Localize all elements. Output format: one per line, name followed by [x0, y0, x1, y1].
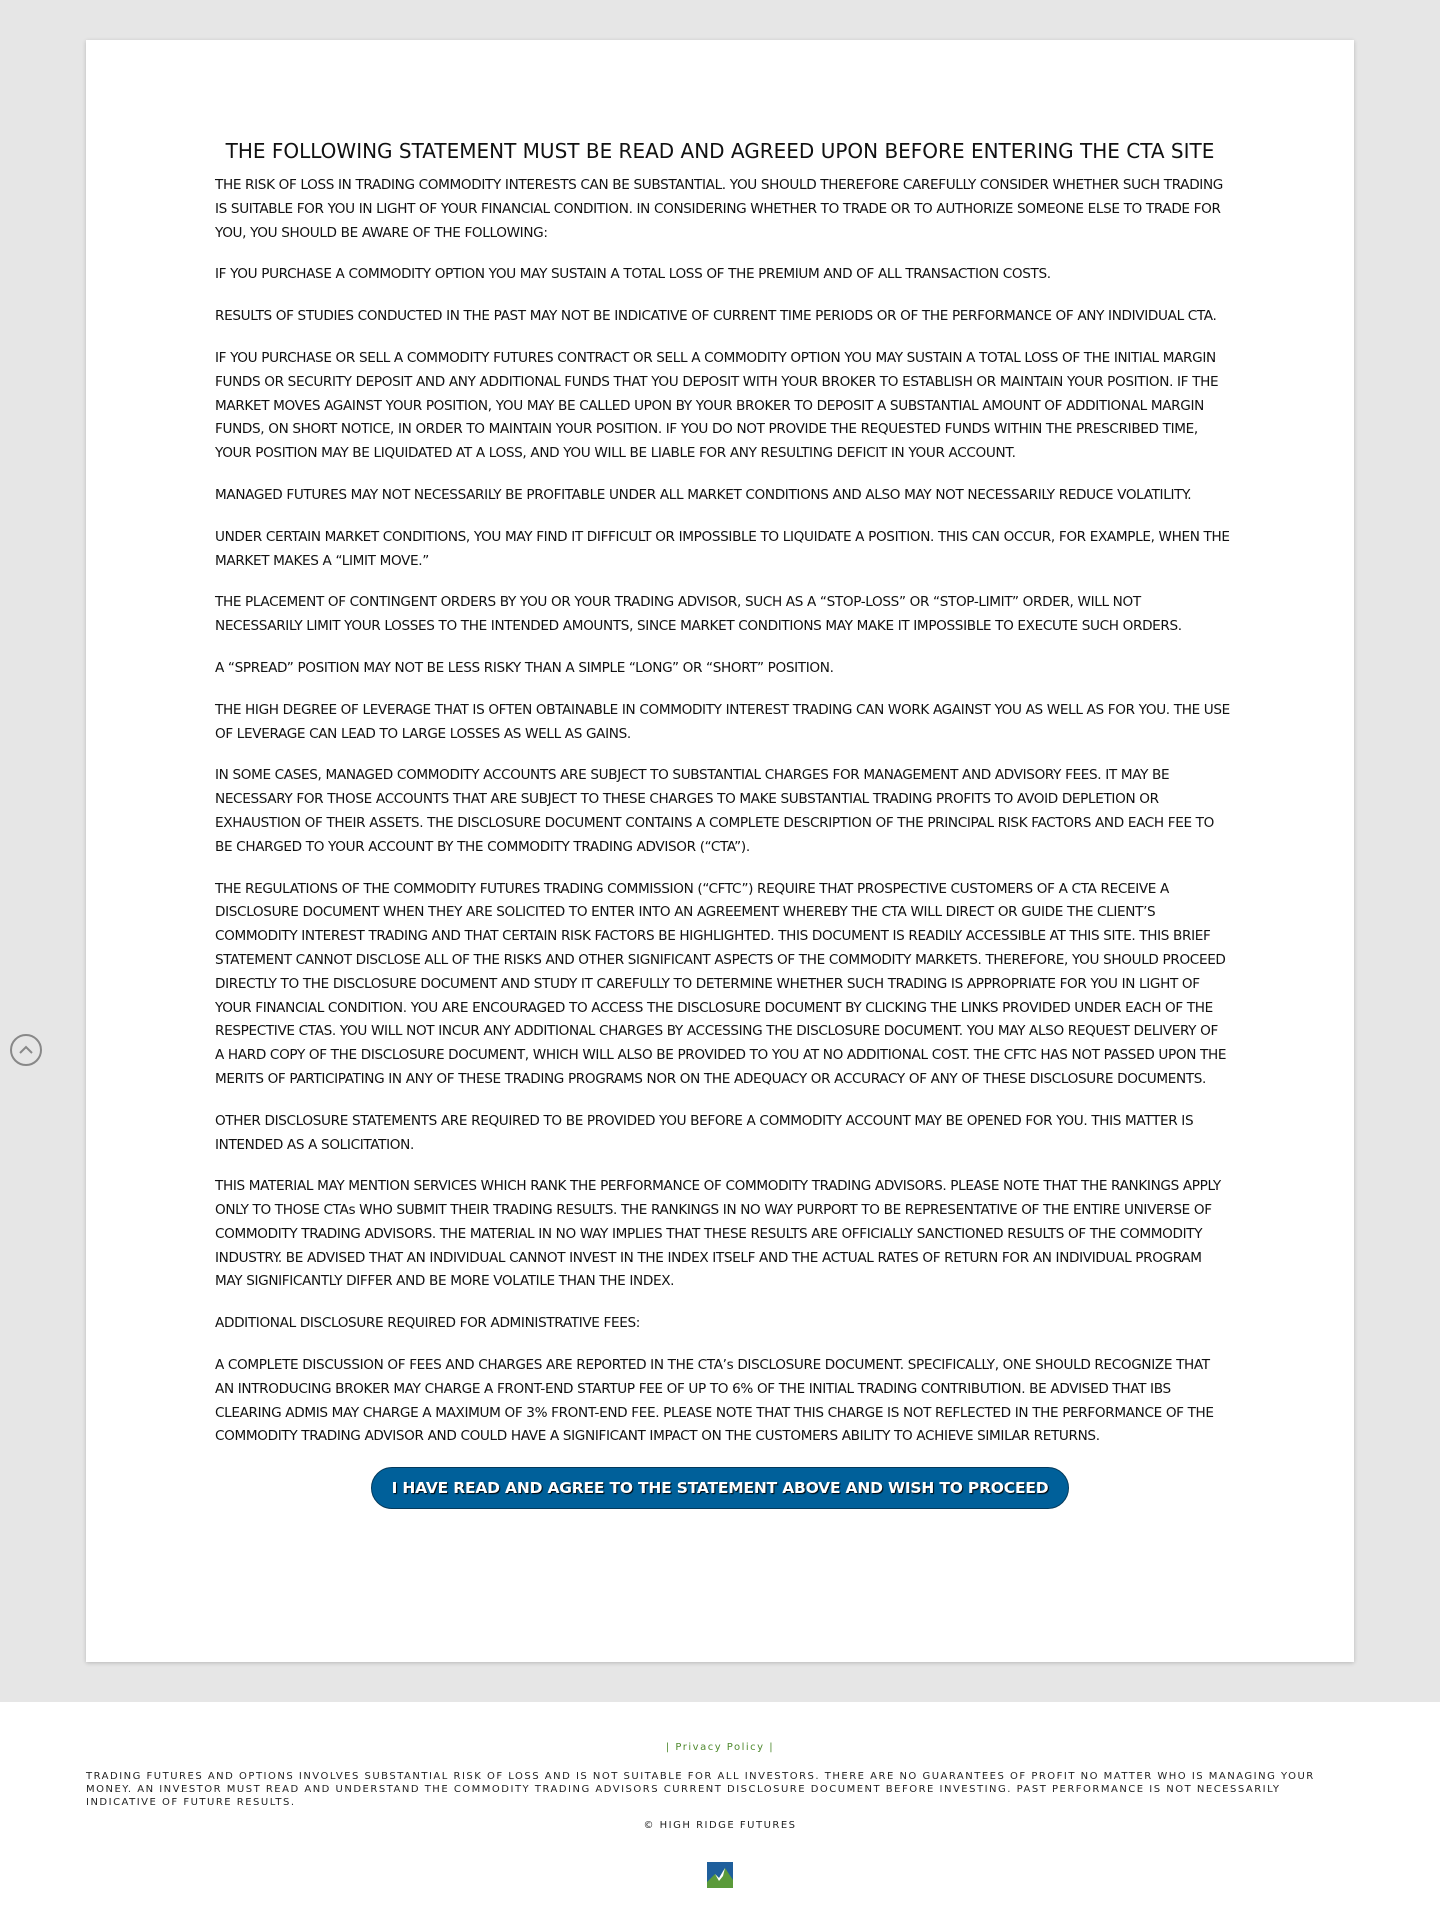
statement-paragraph: MANAGED FUTURES MAY NOT NECESSARILY BE PROFITABLE UNDER ALL MARKET CONDITIONS AND ALSO MAY NOT NECESSARILY REDUCE VOLATILITY.	[215, 486, 1192, 503]
footer	[0, 1702, 1440, 1906]
statement-paragraph: ADDITIONAL DISCLOSURE REQUIRED FOR ADMINISTRATIVE FEES:	[215, 1315, 640, 1332]
statement-paragraph: RESULTS OF STUDIES CONDUCTED IN THE PAST MAY NOT BE INDICATIVE OF CURRENT TIME PERIODS OR OF THE PERFORMANCE OF ANY INDIVIDUAL CTA.	[215, 308, 1217, 325]
page-title: THE FOLLOWING STATEMENT MUST BE READ AND AGREED UPON BEFORE ENTERING THE CTA SITE	[225, 139, 1215, 163]
statement-paragraph: A “SPREAD” POSITION MAY NOT BE LESS RISKY THAN A SIMPLE “LONG” OR “SHORT” POSITION.	[215, 659, 834, 676]
statement-paragraph: UNDER CERTAIN MARKET CONDITIONS, YOU MAY FIND IT DIFFICULT OR IMPOSSIBLE TO LIQUIDATE A POSITION. THIS CAN OCCUR, FOR EXAMPLE, WHEN THE MARKET MAKES A “LIMIT MOVE.”	[215, 528, 1230, 569]
copyright: © HIGH RIDGE FUTURES	[643, 1820, 797, 1831]
statement-paragraph: OTHER DISCLOSURE STATEMENTS ARE REQUIRED TO BE PROVIDED YOU BEFORE A COMMODITY ACCOUNT MAY BE OPENED FOR YOU. THIS MATTER IS INTENDED AS A SOLICITATION.	[215, 1112, 1194, 1153]
footer-disclaimer: TRADING FUTURES AND OPTIONS INVOLVES SUBSTANTIAL RISK OF LOSS AND IS NOT SUITABLE FOR ALL INVESTORS. THERE ARE NO GUARANTEES OF PROFIT NO MATTER WHO IS MANAGING YOUR MONEY. AN INVESTOR MUST READ AND UNDERSTAND THE COMMODITY TRADING ADVISORS CURRENT DISCLOSURE DOCUMENT BEFORE INVESTING. PAST PERFORMANCE IS NOT NECESSARILY INDICATIVE OF FUTURE RESULTS.	[86, 1771, 1315, 1808]
agree-proceed-button[interactable]: I HAVE READ AND AGREE TO THE STATEMENT ABOVE AND WISH TO PROCEED	[371, 1467, 1070, 1509]
statement-paragraph: IF YOU PURCHASE OR SELL A COMMODITY FUTURES CONTRACT OR SELL A COMMODITY OPTION YOU MAY SUSTAIN A TOTAL LOSS OF THE INITIAL MARGIN FUNDS OR SECURITY DEPOSIT AND ANY ADDITIONAL FUNDS THAT YOU DEPOSIT WITH YOUR BROKER TO ESTABLISH OR MAINTAIN YOUR POSITION. IF THE MARKET MOVES AGAINST YOUR POSITION, YOU MAY BE CALLED UPON BY YOUR BROKER TO DEPOSIT A SUBSTANTIAL AMOUNT OF ADDITIONAL MARGIN FUNDS, ON SHORT NOTICE, IN ORDER TO MAINTAIN YOUR POSITION. IF YOU DO NOT PROVIDE THE REQUESTED FUNDS WITHIN THE PRESCRIBED TIME, YOUR POSITION MAY BE LIQUIDATED AT A LOSS, AND YOU WILL BE LIABLE FOR ANY RESULTING DEFICIT IN YOUR ACCOUNT.	[215, 349, 1219, 462]
statement-paragraph: THE HIGH DEGREE OF LEVERAGE THAT IS OFTEN OBTAINABLE IN COMMODITY INTEREST TRADING CAN WORK AGAINST YOU AS WELL AS FOR YOU. THE USE OF LEVERAGE CAN LEAD TO LARGE LOSSES AS WELL AS GAINS.	[215, 701, 1230, 742]
statement-paragraph: A COMPLETE DISCUSSION OF FEES AND CHARGES ARE REPORTED IN THE CTA’s DISCLOSURE DOCUMENT. SPECIFICALLY, ONE SHOULD RECOGNIZE THAT AN INTRODUCING BROKER MAY CHARGE A FRONT-END STARTUP FEE OF UP TO 6% OF THE INITIAL TRADING CONTRIBUTION. BE ADVISED THAT IBS CLEARING ADMIS MAY CHARGE A MAXIMUM OF 3% FRONT-END FEE. PLEASE NOTE THAT THIS CHARGE IS NOT REFLECTED IN THE PERFORMANCE OF THE COMMODITY TRADING ADVISOR AND COULD HAVE A SIGNIFICANT IMPACT ON THE CUSTOMERS ABILITY TO ACHIEVE SIMILAR RETURNS.	[215, 1357, 1214, 1445]
chevron-up-icon	[18, 1045, 34, 1055]
high-ridge-logo-icon	[707, 1862, 733, 1888]
statement-paragraph: IF YOU PURCHASE A COMMODITY OPTION YOU MAY SUSTAIN A TOTAL LOSS OF THE PREMIUM AND OF ALL TRANSACTION COSTS.	[215, 266, 1051, 283]
disclaimer-card	[86, 40, 1354, 1662]
statement-body	[215, 174, 1230, 1449]
statement-paragraph: THE PLACEMENT OF CONTINGENT ORDERS BY YOU OR YOUR TRADING ADVISOR, SUCH AS A “STOP-LOSS” OR “STOP-LIMIT” ORDER, WILL NOT NECESSARILY LIMIT YOUR LOSSES TO THE INTENDED AMOUNTS, SINCE MARKET CONDITIONS MAY MAKE IT IMPOSSIBLE TO EXECUTE SUCH ORDERS.	[215, 594, 1182, 635]
statement-paragraph: THIS MATERIAL MAY MENTION SERVICES WHICH RANK THE PERFORMANCE OF COMMODITY TRADING ADVISORS. PLEASE NOTE THAT THE RANKINGS APPLY ONLY TO THOSE CTAs WHO SUBMIT THEIR TRADING RESULTS. THE RANKINGS IN NO WAY PURPORT TO BE REPRESENTATIVE OF THE ENTIRE UNIVERSE OF COMMODITY TRADING ADVISORS. THE MATERIAL IN NO WAY IMPLIES THAT THESE RESULTS ARE OFFICIALLY SANCTIONED RESULTS OF THE COMMODITY INDUSTRY. BE ADVISED THAT AN INDIVIDUAL CANNOT INVEST IN THE INDEX ITSELF AND THE ACTUAL RATES OF RETURN FOR AN INDIVIDUAL PROGRAM MAY SIGNIFICANTLY DIFFER AND BE MORE VOLATILE THAN THE INDEX.	[215, 1178, 1221, 1290]
statement-paragraph: THE REGULATIONS OF THE COMMODITY FUTURES TRADING COMMISSION (“CFTC”) REQUIRE THAT PROSPECTIVE CUSTOMERS OF A CTA RECEIVE A DISCLOSURE DOCUMENT WHEN THEY ARE SOLICITED TO ENTER INTO AN AGREEMENT WHEREBY THE CTA WILL DIRECT OR GUIDE THE CLIENT’S COMMODITY INTEREST TRADING AND THAT CERTAIN RISK FACTORS BE HIGHLIGHTED. THIS DOCUMENT IS READILY ACCESSIBLE AT THIS SITE. THIS BRIEF STATEMENT CANNOT DISCLOSE ALL OF THE RISKS AND OTHER SIGNIFICANT ASPECTS OF THE COMMODITY MARKETS. THEREFORE, YOU SHOULD PROCEED DIRECTLY TO THE DISCLOSURE DOCUMENT AND STUDY IT CAREFULLY TO DETERMINE WHETHER SUCH TRADING IS APPROPRIATE FOR YOU IN LIGHT OF YOUR FINANCIAL CONDITION. YOU ARE ENCOURAGED TO ACCESS THE DISCLOSURE DOCUMENT BY CLICKING THE LINKS PROVIDED UNDER EACH OF THE RESPECTIVE CTAS. YOU WILL NOT INCUR ANY ADDITIONAL CHARGES BY ACCESSING THE DISCLOSURE DOCUMENT. YOU MAY ALSO REQUEST DELIVERY OF A HARD COPY OF THE DISCLOSURE DOCUMENT, WHICH WILL ALSO BE PROVIDED TO YOU AT NO ADDITIONAL COST. THE CFTC HAS NOT PASSED UPON THE MERITS OF PARTICIPATING IN ANY OF THESE TRADING PROGRAMS NOR ON THE ADEQUACY OR ACCURACY OF ANY OF THESE DISCLOSURE DOCUMENTS.	[215, 880, 1227, 1087]
statement-paragraph: THE RISK OF LOSS IN TRADING COMMODITY INTERESTS CAN BE SUBSTANTIAL. YOU SHOULD THEREFORE CAREFULLY CONSIDER WHETHER SUCH TRADING IS SUITABLE FOR YOU IN LIGHT OF YOUR FINANCIAL CONDITION. IN CONSIDERING WHETHER TO TRADE OR TO AUTHORIZE SOMEONE ELSE TO TRADE FOR YOU, YOU SHOULD BE AWARE OF THE FOLLOWING:	[215, 177, 1223, 241]
scroll-to-top-button[interactable]	[10, 1034, 42, 1066]
statement-paragraph: IN SOME CASES, MANAGED COMMODITY ACCOUNTS ARE SUBJECT TO SUBSTANTIAL CHARGES FOR MANAGEMENT AND ADVISORY FEES. IT MAY BE NECESSARY FOR THOSE ACCOUNTS THAT ARE SUBJECT TO THESE CHARGES TO MAKE SUBSTANTIAL TRADING PROFITS TO AVOID DEPLETION OR EXHAUSTION OF THEIR ASSETS. THE DISCLOSURE DOCUMENT CONTAINS A COMPLETE DESCRIPTION OF THE PRINCIPAL RISK FACTORS AND EACH FEE TO BE CHARGED TO YOUR ACCOUNT BY THE COMMODITY TRADING ADVISOR (“CTA”).	[215, 767, 1214, 855]
privacy-policy-link[interactable]: | Privacy Policy |	[665, 1742, 775, 1753]
